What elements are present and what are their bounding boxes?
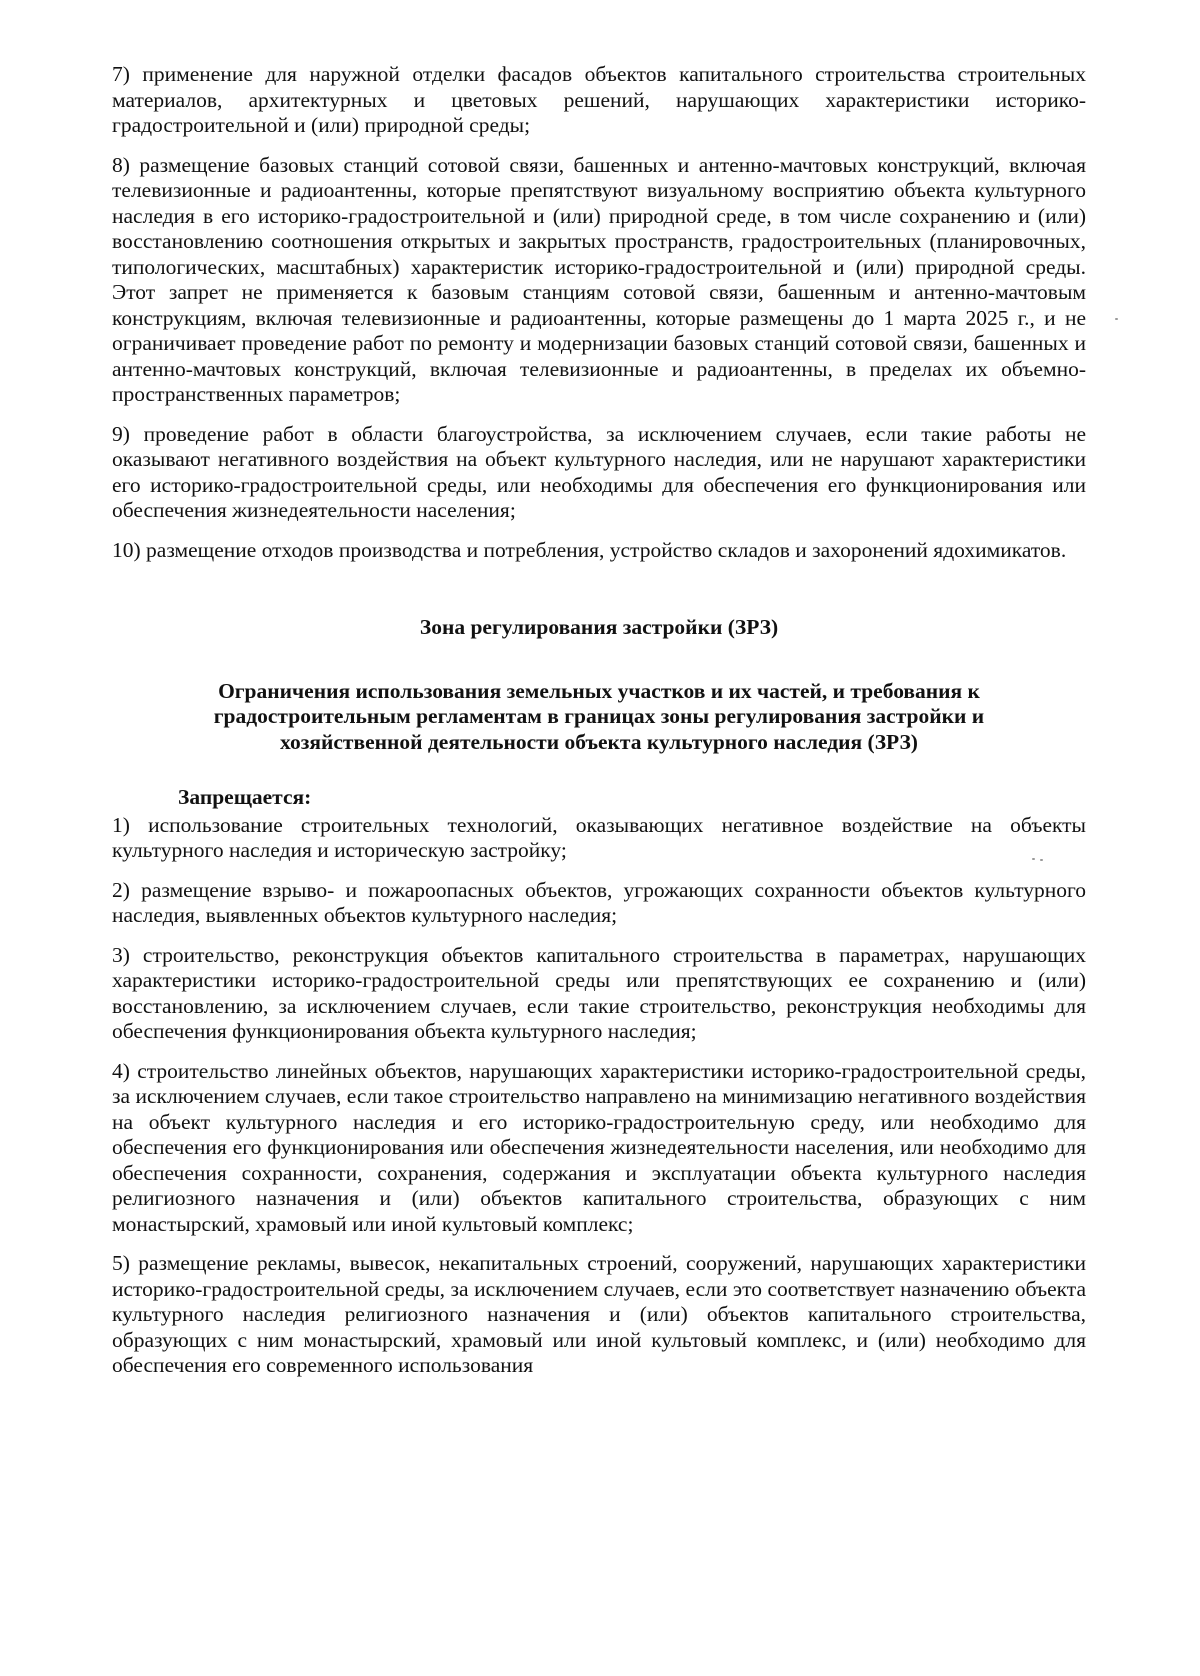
zone-title: Зона регулирования застройки (ЗРЗ): [419, 615, 779, 639]
paragraph-item-9: 9) проведение работ в области благоустройства, за исключением случаев, если такие работы не оказывают негативного воздействия на объект культурного наследия, или не нарушают характеристики его историко-градостроительной среды, или необходимы для обеспечения его функционирования или обеспечения жизнедеятельности населения;: [112, 421, 1086, 522]
prohibited-label: Запрещается:: [178, 785, 312, 809]
document-body: [112, 62, 1086, 1393]
zrz-item-3: 3) строительство, реконструкция объектов капитального строительства в параметрах, нарушающих характеристики историко-градостроительной среды или препятствующих ее сохранению и (или) восстановлению, за исключением случаев, если такие строительство, реконструкция необходимы для обеспечения функционирования объекта культурного наследия;: [112, 942, 1086, 1043]
scan-speck: [1032, 858, 1035, 860]
zrz-item-1: 1) использование строительных технологий, оказывающих негативное воздействие на объекты культурного наследия и историческую застройку;: [112, 812, 1086, 862]
paragraph-item-7: 7) применение для наружной отделки фасадов объектов капитального строительства строительных материалов, архитектурных и цветовых решений, нарушающих характеристики историко-градостроительной и (или) природной среды;: [112, 62, 1086, 137]
paragraph-item-10: 10) размещение отходов производства и потребления, устройство складов и захоронений ядохимикатов.: [112, 537, 1067, 562]
paragraph-item-8: 8) размещение базовых станций сотовой связи, башенных и антенно-мачтовых конструкций, включая телевизионные и радиоантенны, которые препятствуют визуальному восприятию объекта культурного наследия в его историко-градостроительной и (или) природной среде, в том числе сохранению и (или) восстановлению соотношения открытых и закрытых пространств, градостроительных (планировочных, типологических, масштабных) характеристик историко-градостроительной и (или) природной среды. Этот запрет не применяется к базовым станциям сотовой связи, башенным и антенно-мачтовым конструкциям, включая телевизионные и радиоантенны, которые размещены до 1 марта 2025 г., и не ограничивает проведение работ по ремонту и модернизации базовых станций сотовой связи, башенных и антенно-мачтовых конструкций, включая телевизионные и радиоантенны, в пределах их объемно-пространственных параметров;: [112, 152, 1086, 406]
zrz-item-2: 2) размещение взрыво- и пожароопасных объектов, угрожающих сохранности объектов культурного наследия, выявленных объектов культурного наследия;: [112, 877, 1086, 927]
zrz-item-4: 4) строительство линейных объектов, нарушающих характеристики историко-градостроительной среды, за исключением случаев, если такое строительство направлено на минимизацию негативного воздействия на объект культурного наследия и его историко-градостроительную среду, или необходимо для обеспечения его функционирования или обеспечения жизнедеятельности населения, или необходимо для обеспечения сохранности, сохранения, содержания и эксплуатации объекта культурного наследия религиозного назначения и (или) объектов капитального строительства, образующих с ним монастырский, храмовый или иной культовый комплекс;: [112, 1058, 1086, 1236]
section-spacer: [112, 577, 1086, 615]
scan-speck: [1040, 859, 1043, 861]
restrictions-title: Ограничения использования земельных участков и их частей, и требования к градостроительным регламентам в границах зоны регулирования застройки и хозяйственной деятельности объекта культурного наследия (ЗРЗ): [213, 678, 985, 754]
zrz-item-5: 5) размещение рекламы, вывесок, некапитальных строений, сооружений, нарушающих характеристики историко-градостроительной среды, за исключением случаев, если это соответствует назначению объекта культурного наследия религиозного назначения и (или) объектов капитального строительства, образующих с ним монастырский, храмовый или иной культовый комплекс, и (или) необходимо для обеспечения его современного использования: [112, 1251, 1086, 1377]
scan-speck: [1115, 318, 1118, 320]
